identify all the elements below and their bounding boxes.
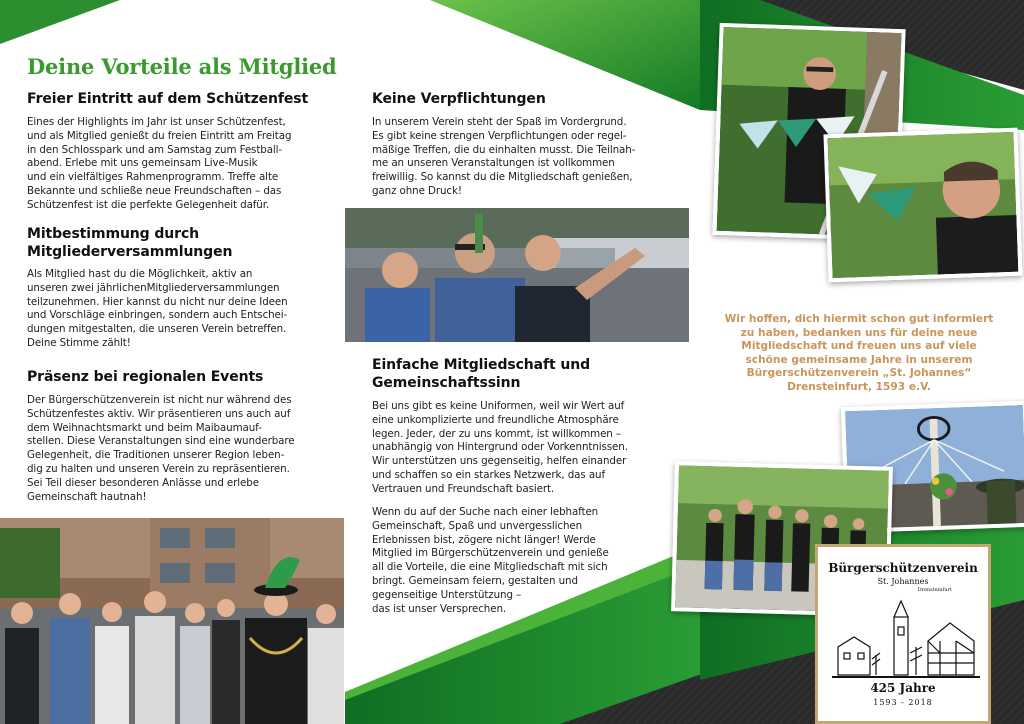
closing-message: Wir hoffen, dich hiermit schon gut informiert zu haben, bedanken uns für deine neue Mitgliedschaft und freuen uns auf viele schöne gemeinsame Jahre in unserem Bürgerschützenverein „St. Johannes“ Drensteinfurt, 1593 e.V. <box>724 313 994 393</box>
photo-smiling-man <box>823 128 1022 283</box>
club-logo <box>815 544 991 724</box>
section-title-easy-membership: Einfache Mitgliedschaft und Gemeinschaftssinn <box>372 357 591 391</box>
main-heading: Deine Vorteile als Mitglied <box>27 54 337 79</box>
photo-men-looking-up <box>345 208 689 342</box>
logo-title: Bürgerschützenverein <box>828 561 978 575</box>
section-title-free-entry: Freier Eintritt auf dem Schützenfest <box>27 91 309 107</box>
section-body-invitation: Wenn du auf der Suche nach einer lebhaften Gemeinschaft, Spaß und unvergesslichen Erlebnissen bist, zögere nicht länger! Werde Mitglied im Bürgerschützenverein und genieße all die Vorteile, die eine Mitgliedschaft mit sich bringt. Gemeinsam feiern, gestalten und gegenseitige Unterstützung – das ist unser Versprechen. <box>372 506 609 615</box>
logo-subtitle: St. Johannes <box>877 577 929 586</box>
photo-parade-crowd <box>0 518 344 724</box>
logo-year-range: 1593 - 2018 <box>873 698 933 707</box>
section-title-co-determination: Mitbestimmung durch Mitgliederversammlungen <box>27 226 233 260</box>
town-drawing-icon <box>832 597 980 681</box>
section-body-regional-events: Der Bürgerschützenverein ist nicht nur während des Schützenfestes aktiv. Wir präsentieren uns auch auf dem Weihnachtsmarkt und beim Maibaumauf- stellen. Diese Veranstaltungen sind eine wunderbare Gelegenheit, die Traditionen unserer Region leben- dig zu halten und unseren Verein zu repräsentieren. Sei Teil dieser besonderen Anlässe und erlebe Gemeinschaft hautnah! <box>27 394 295 503</box>
section-title-no-obligations: Keine Verpflichtungen <box>372 91 546 107</box>
section-body-co-determination: Als Mitglied hast du die Möglichkeit, aktiv an unseren zwei jährlichenMitgliederversammlungen teilzunehmen. Hier kannst du nicht nur deine Ideen und Vorschläge einbringen, sondern auch Entschei- dungen mitgestalten, die unseren Verein betreffen. Deine Stimme zählt! <box>27 268 288 349</box>
logo-years: 425 Jahre <box>870 681 936 695</box>
section-body-easy-membership: Bei uns gibt es keine Uniformen, weil wir Wert auf eine unkomplizierte und freundliche Atmosphäre legen. Jeder, der zu uns kommt, ist willkommen – unabhängig von Hintergrund oder Vorkenntnissen. Wir unterstützen uns gegenseitig, helfen einander und schaffen so ein starkes Netzwerk, das auf Vertrauen und Freundschaft basiert. <box>372 400 628 495</box>
section-body-no-obligations: In unserem Verein steht der Spaß im Vordergrund. Es gibt keine strengen Verpflichtungen oder regel- mäßige Treffen, die du einhalten musst. Die Teilnah- me an unseren Veranstaltungen ist vollkommen freiwillig. So kannst du die Mitgliedschaft genießen, ganz ohne Druck! <box>372 116 636 197</box>
logo-place: Drensteinfurt <box>917 587 952 593</box>
section-title-regional-events: Präsenz bei regionalen Events <box>27 369 264 385</box>
section-body-free-entry: Eines der Highlights im Jahr ist unser Schützenfest, und als Mitglied genießt du freien Eintritt am Freitag in den Schlosspark und am Samstag zum Festball- abend. Erlebe mit uns gemeinsam Live-Musik und ein vielfältiges Rahmenprogramm. Treffe alte Bekannte und schließe neue Freundschaften – das Schützenfest ist die perfekte Gelegenheit dafür. <box>27 116 292 211</box>
